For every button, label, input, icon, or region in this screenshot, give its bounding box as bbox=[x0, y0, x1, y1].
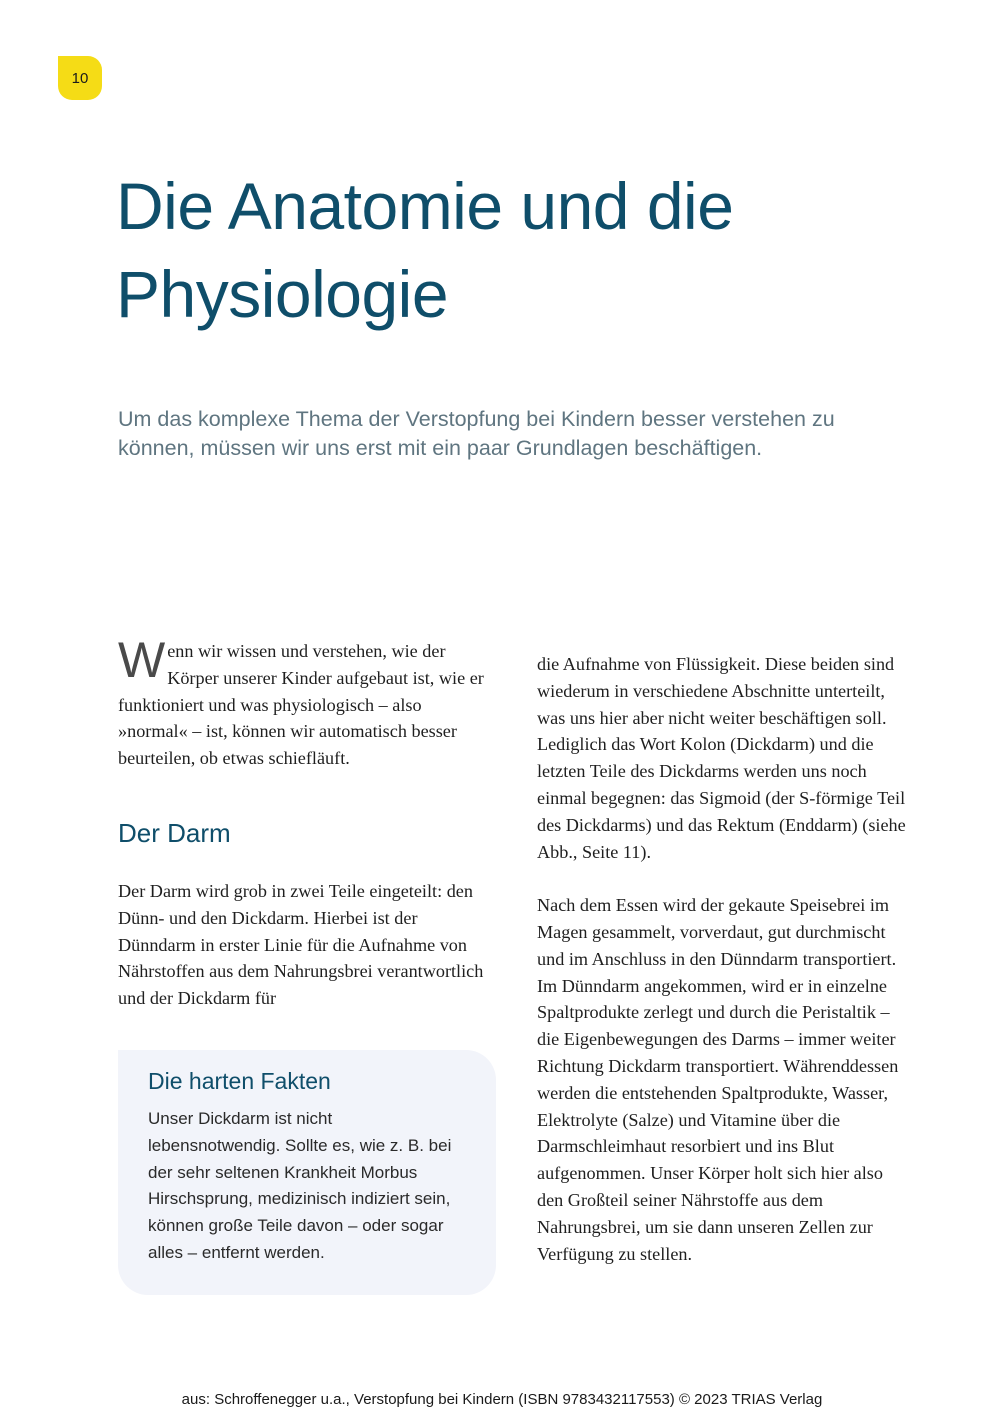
right-column bbox=[537, 651, 913, 1267]
page-number-badge bbox=[58, 56, 102, 100]
fact-box-text: Unser Dickdarm ist nicht lebensnotwendig. Sollte es, wie z. B. bei der sehr seltenen Krankheit Morbus Hirschsprung, medizinisch indiziert sein, können große Teile davon – oder sogar alles – entfernt werden. bbox=[148, 1108, 452, 1262]
chapter-title: Die Anatomie und die Physiologie bbox=[116, 169, 734, 331]
dropcap-letter: W bbox=[118, 632, 166, 688]
opening-paragraph bbox=[118, 632, 494, 772]
left-column bbox=[118, 632, 494, 1295]
chapter-intro: Um das komplexe Thema der Verstopfung bei Kindern besser verstehen zu können, müssen wir uns erst mit ein paar Grundlagen beschäftigen. bbox=[118, 407, 835, 460]
opening-paragraph-text: enn wir wissen und verstehen, wie der Körper unserer Kinder aufgebaut ist, wie er funktioniert und was physiologisch – also »normal« – ist, können wir automatisch besser beurteilen, ob etwas schiefläuft. bbox=[118, 641, 484, 769]
fact-box bbox=[118, 1050, 496, 1295]
section-heading-darm: Der Darm bbox=[118, 817, 231, 848]
right-paragraph-1: die Aufnahme von Flüssigkeit. Diese beiden sind wiederum in verschiedene Abschnitte unterteilt, was uns hier aber nicht weiter beschäftigen soll. Lediglich das Wort Kolon (Dickdarm) und die letzten Teile des Dickdarms werden uns noch einmal begegnen: das Sigmoid (der S-förmige Teil des Dickdarms) und das Rektum (Enddarm) (siehe Abb., Seite 11). bbox=[537, 654, 906, 862]
section-paragraph: Der Darm wird grob in zwei Teile eingeteilt: den Dünn- und den Dickdarm. Hierbei ist der Dünndarm in erster Linie für die Aufnahme von Nährstoffen aus dem Nahrungsbrei verantwortlich und der Dickdarm für bbox=[118, 880, 484, 1009]
fact-box-title: Die harten Fakten bbox=[148, 1067, 331, 1094]
page-number: 10 bbox=[71, 69, 89, 87]
source-footer: aus: Schroffenegger u.a., Verstopfung bei Kindern (ISBN 9783432117553) © 2023 TRIAS Verlag bbox=[181, 1391, 823, 1408]
right-paragraph-2: Nach dem Essen wird der gekaute Speisebrei im Magen gesammelt, vorverdaut, gut durchmischt und im Anschluss in den Dünndarm transportiert. Im Dünndarm angekommen, wird er in einzelne Spaltprodukte zerlegt und durch die Peristaltik – die Eigenbewegungen des Darms – immer weiter Richtung Dickdarm transportiert. Währenddessen werden die entstehenden Spaltprodukte, Wasser, Elektrolyte (Salze) und Vitamine über die Darmschleimhaut resorbiert und ins Blut aufgenommen. Unser Körper holt sich hier also den Großteil seiner Nährstoffe aus dem Nahrungsbrei, um sie dann unseren Zellen zur Verfügung zu stellen. bbox=[537, 895, 899, 1264]
